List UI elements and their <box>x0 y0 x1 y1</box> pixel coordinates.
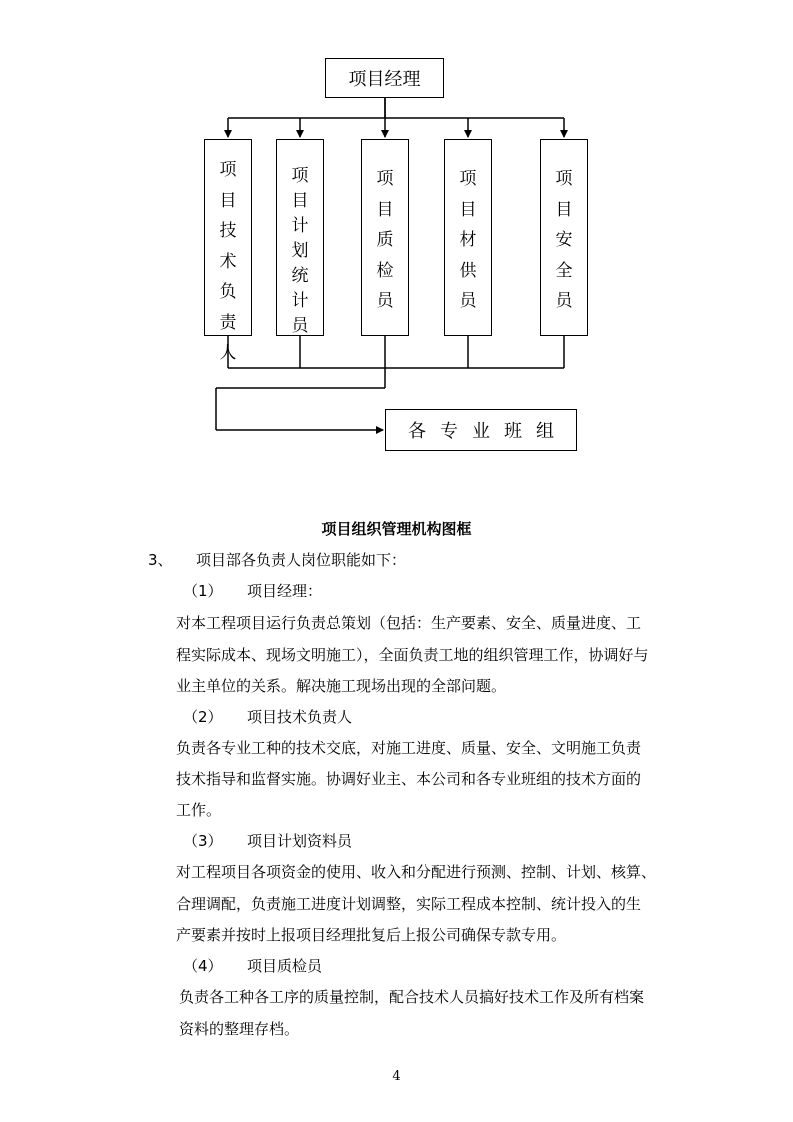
section-heading <box>148 550 406 570</box>
section-number: 3、 <box>148 551 173 569</box>
role-char: 安 <box>555 230 573 250</box>
item-number-4: （4） <box>183 957 223 975</box>
role-char: 项 <box>291 166 309 186</box>
item-title-3: 项目计划资料员 <box>247 832 353 850</box>
org-bottom-label: 各专业班组 <box>408 421 568 442</box>
item-1-line-1: 对本工程项目运行负责总策划（包括：生产要素、安全、质量进度、工 <box>176 614 642 632</box>
role-box-1 <box>204 139 252 363</box>
item-heading-2 <box>183 707 352 727</box>
role-char: 目 <box>459 199 477 220</box>
role-char: 计 <box>291 291 309 311</box>
item-2-line-3: 工作。 <box>176 801 222 819</box>
item-title-1: 项目经理： <box>247 582 323 600</box>
role-label-2 <box>277 164 323 339</box>
role-char: 划 <box>291 241 309 261</box>
role-char: 项 <box>376 169 394 189</box>
item-1-line-2: 程实际成本、现场文明施工），全面负责工地的组织管理工作，协调好与 <box>176 646 649 664</box>
role-label-5 <box>541 164 587 317</box>
item-3-line-1: 对工程项目各项资金的使用、收入和分配进行预测、控制、计划、核算、 <box>176 863 657 881</box>
role-char: 目 <box>219 190 237 211</box>
role-char: 员 <box>376 291 394 311</box>
role-char: 项 <box>459 169 477 189</box>
figure-caption: 项目组织管理机构图框 <box>321 520 472 538</box>
role-char: 材 <box>459 230 477 250</box>
role-label-3 <box>362 164 408 317</box>
role-char: 质 <box>376 230 394 250</box>
role-char: 员 <box>459 291 477 311</box>
role-char: 项 <box>219 160 237 180</box>
role-char: 检 <box>376 260 394 281</box>
item-4-line-2: 资料的整理存档。 <box>179 1020 300 1038</box>
item-number-2: （2） <box>183 708 223 726</box>
role-char: 供 <box>459 260 477 281</box>
role-char: 项 <box>555 169 573 189</box>
item-heading-1 <box>183 581 322 601</box>
item-4-line-1: 负责各工种各工序的质量控制，配合技术人员搞好技术工作及所有档案 <box>179 988 645 1006</box>
item-2-line-2: 技术指导和监督实施。协调好业主、本公司和各专业班组的技术方面的 <box>176 770 642 788</box>
item-1-line-3: 业主单位的关系。解决施工现场出现的全部问题。 <box>176 677 507 695</box>
item-3-line-2: 合理调配，负责施工进度计划调整，实际工程成本控制、统计投入的生 <box>176 895 642 913</box>
role-char: 责 <box>219 312 237 333</box>
item-3-line-3: 产要素并按时上报项目经理批复后上报公司确保专款专用。 <box>176 926 567 944</box>
role-char: 统 <box>291 266 309 286</box>
item-number-3: （3） <box>183 832 223 850</box>
role-char: 计 <box>291 216 309 236</box>
role-char: 目 <box>291 191 309 211</box>
role-label-1 <box>205 155 251 369</box>
org-bottom-box <box>385 409 577 451</box>
role-box-2 <box>276 139 324 336</box>
role-char: 全 <box>555 260 573 281</box>
role-box-5 <box>540 139 588 336</box>
org-top-box <box>325 58 444 98</box>
role-char: 目 <box>555 199 573 220</box>
page-number: 4 <box>392 1069 401 1084</box>
role-char: 员 <box>291 316 309 336</box>
item-heading-3 <box>183 831 352 851</box>
role-char: 目 <box>376 199 394 220</box>
role-char: 负 <box>219 282 237 302</box>
role-box-4 <box>444 139 492 336</box>
section-title: 项目部各负责人岗位职能如下： <box>196 551 407 569</box>
item-2-line-1: 负责各专业工种的技术交底，对施工进度、质量、安全、文明施工负责 <box>176 739 642 757</box>
role-box-3 <box>361 139 409 336</box>
role-char: 员 <box>555 291 573 311</box>
role-char: 术 <box>219 251 237 272</box>
role-label-4 <box>445 164 491 317</box>
item-title-2: 项目技术负责人 <box>247 708 353 726</box>
role-char: 技 <box>219 221 237 241</box>
org-top-label: 项目经理 <box>348 69 421 90</box>
item-number-1: （1） <box>183 582 223 600</box>
item-heading-4 <box>183 956 322 976</box>
role-char: 人 <box>219 343 237 363</box>
item-title-4: 项目质检员 <box>247 957 323 975</box>
